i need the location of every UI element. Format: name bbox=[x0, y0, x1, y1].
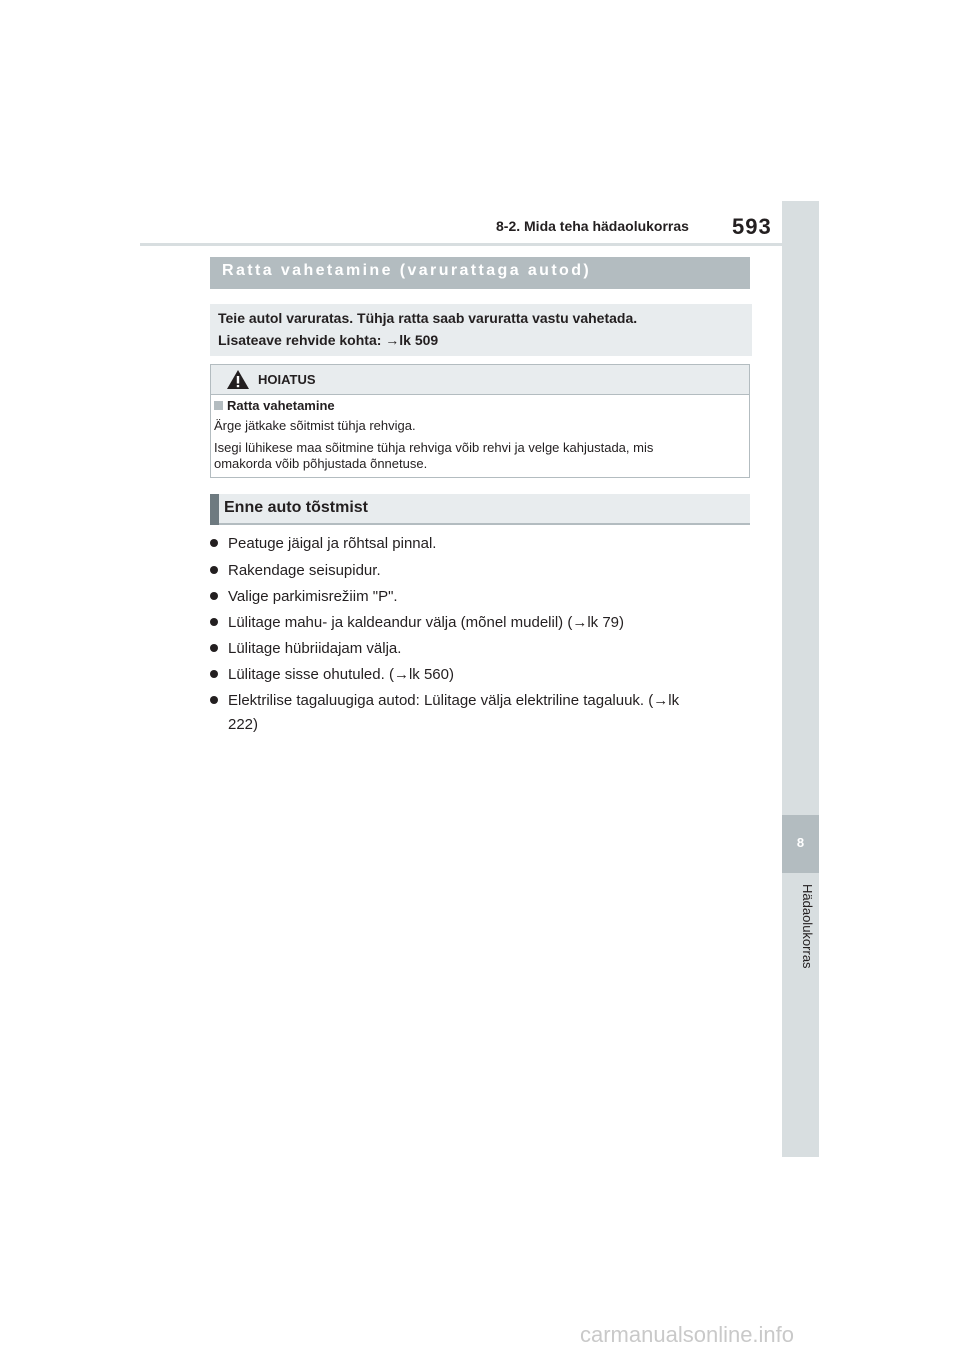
bullet-icon bbox=[210, 566, 218, 574]
chapter-title: Hädaolukorras bbox=[800, 884, 815, 969]
subsection-accent bbox=[210, 494, 219, 525]
warning-line1: Ärge jätkake sõitmist tühja rehviga. bbox=[214, 418, 416, 433]
bullet-icon bbox=[210, 618, 218, 626]
chapter-side-tab bbox=[782, 201, 819, 1157]
section-title: Ratta vahetamine (varurattaga autod) bbox=[222, 262, 592, 279]
bullet-icon bbox=[210, 592, 218, 600]
intro-text-line1: Teie autol varuratas. Tühja ratta saab varuratta vastu vahetada. bbox=[218, 310, 638, 326]
bullet-icon bbox=[210, 696, 218, 704]
intro-text-line2: Lisateave rehvide kohta: →lk 509 bbox=[218, 332, 439, 348]
header-divider bbox=[140, 243, 782, 246]
subsection-title: Enne auto tõstmist bbox=[224, 499, 369, 516]
bullet-icon bbox=[210, 644, 218, 652]
page-number: 593 bbox=[732, 214, 772, 239]
warning-triangle-icon bbox=[226, 369, 250, 390]
running-header: 8-2. Mida teha hädaolukorras bbox=[496, 218, 689, 234]
warning-subheading: Ratta vahetamine bbox=[214, 398, 335, 413]
list-item-continuation: 222) bbox=[228, 716, 259, 733]
bullet-icon bbox=[210, 539, 218, 547]
square-bullet-icon bbox=[214, 401, 223, 410]
warning-line2: Isegi lühikese maa sõitmine tühja rehviga võib rehvi ja velge kahjustada, mis bbox=[214, 440, 654, 455]
bullet-icon bbox=[210, 670, 218, 678]
chapter-number: 8 bbox=[796, 835, 805, 850]
warning-line3: omakorda võib põhjustada õnnetuse. bbox=[214, 456, 428, 471]
watermark: carmanualsonline.info bbox=[580, 1322, 795, 1347]
warning-title: HOIATUS bbox=[258, 372, 316, 387]
